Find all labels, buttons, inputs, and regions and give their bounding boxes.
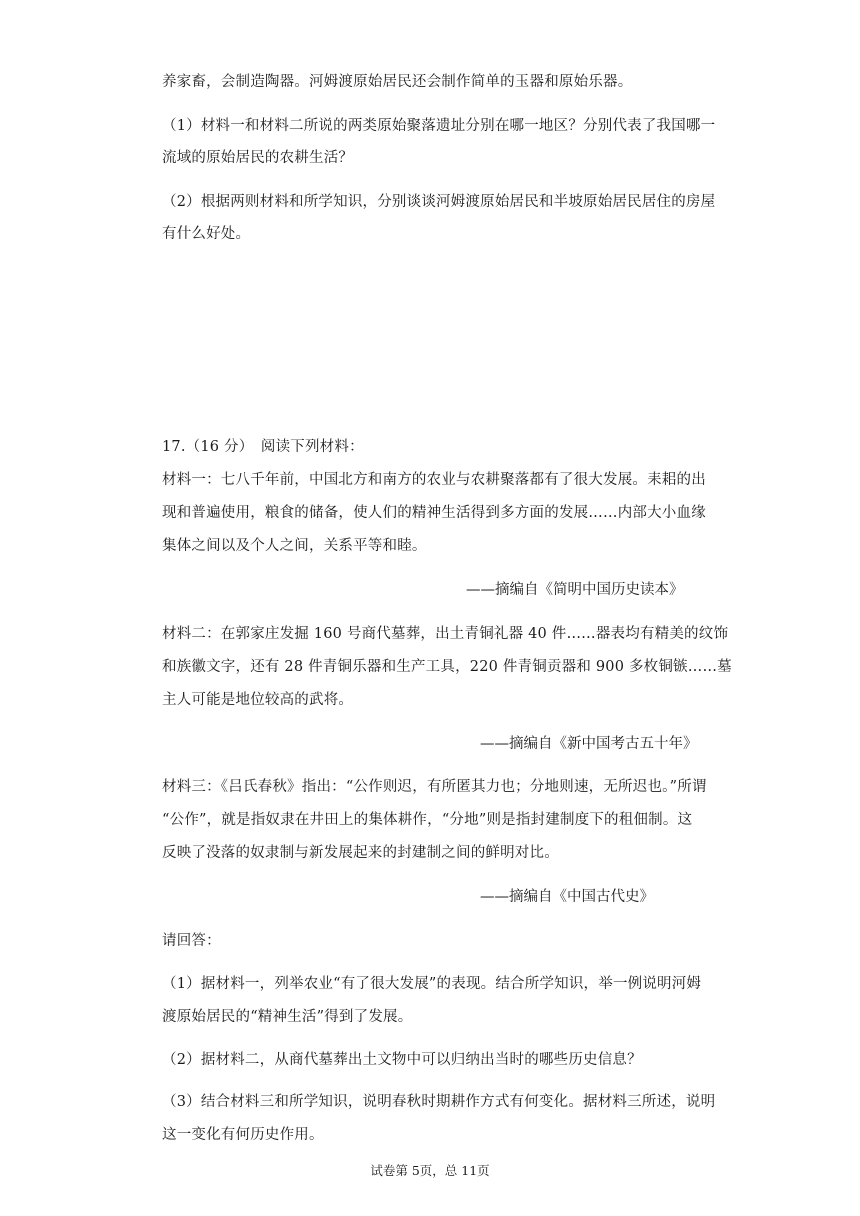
material-1-source: ——摘编自《简明中国历史读本》 — [466, 582, 684, 598]
page-footer: 试卷第 5页，总 11页 — [370, 1163, 490, 1178]
material-2-line-2: 和族徽文字，还有 28 件青铜乐器和生产工具，220 件青铜贡器和 900 多枚铜镞……墓 — [162, 659, 732, 675]
prev-question-1-line-1: （1）材料一和材料二所说的两类原始聚落遗址分别在哪一地区？分别代表了我国哪一 — [162, 118, 716, 134]
material-3-line-3: 反映了没落的奴隶制与新发展起来的封建制之间的鲜明对比。 — [162, 845, 559, 861]
question-17-1-line-1: （1）据材料一，列举农业“有了很大发展”的表现。结合所学知识，举一例说明河姆 — [162, 976, 702, 992]
prev-question-2-line-1: （2）根据两则材料和所学知识，分别谈谈河姆渡原始居民和半坡原始居民居住的房屋 — [162, 194, 716, 210]
material-1-line-2: 现和普遍使用，粮食的储备，使人们的精神生活得到多方面的发展……内部大小血缘 — [162, 505, 706, 521]
question-17-heading: 17.（16 分） 阅读下列材料： — [162, 439, 364, 455]
material-2-source: ——摘编自《新中国考古五十年》 — [480, 736, 698, 752]
material-1-line-1: 材料一：七八千年前，中国北方和南方的农业与农耕聚落都有了很大发展。耒耜的出 — [162, 472, 706, 488]
question-17-3-line-1: （3）结合材料三和所学知识，说明春秋时期耕作方式有何变化。据材料三所述，说明 — [162, 1094, 716, 1110]
question-17-1-line-2: 渡原始居民的“精神生活”得到了发展。 — [162, 1009, 413, 1025]
question-17-2-line-1: （2）据材料二，从商代墓葬出土文物中可以归纳出当时的哪些历史信息？ — [162, 1052, 642, 1068]
material-1-line-3: 集体之间以及个人之间，关系平等和睦。 — [162, 538, 427, 554]
material-3-line-1: 材料三：《吕氏春秋》指出：“公作则迟，有所匿其力也；分地则速，无所迟也。”所谓 — [162, 779, 707, 795]
material-2-line-3: 主人可能是地位较高的武将。 — [162, 692, 354, 708]
prev-question-1-line-2: 流域的原始居民的农耕生活？ — [162, 150, 354, 166]
answer-prompt: 请回答： — [162, 933, 221, 949]
material-3-source: ——摘编自《中国古代史》 — [480, 889, 654, 905]
prev-question-2-line-2: 有什么好处。 — [162, 226, 251, 242]
question-17-3-line-2: 这一变化有何历史作用。 — [162, 1127, 324, 1143]
material-3-line-2: “公作”，就是指奴隶在井田上的集体耕作，“分地”则是指封建制度下的租佃制。这 — [162, 812, 693, 828]
prev-material-continuation: 养家畜，会制造陶器。河姆渡原始居民还会制作简单的玉器和原始乐器。 — [162, 74, 633, 90]
material-2-line-1: 材料二：在郭家庄发掘 160 号商代墓葬，出土青铜礼器 40 件……器表均有精美的纹饰 — [162, 626, 729, 642]
